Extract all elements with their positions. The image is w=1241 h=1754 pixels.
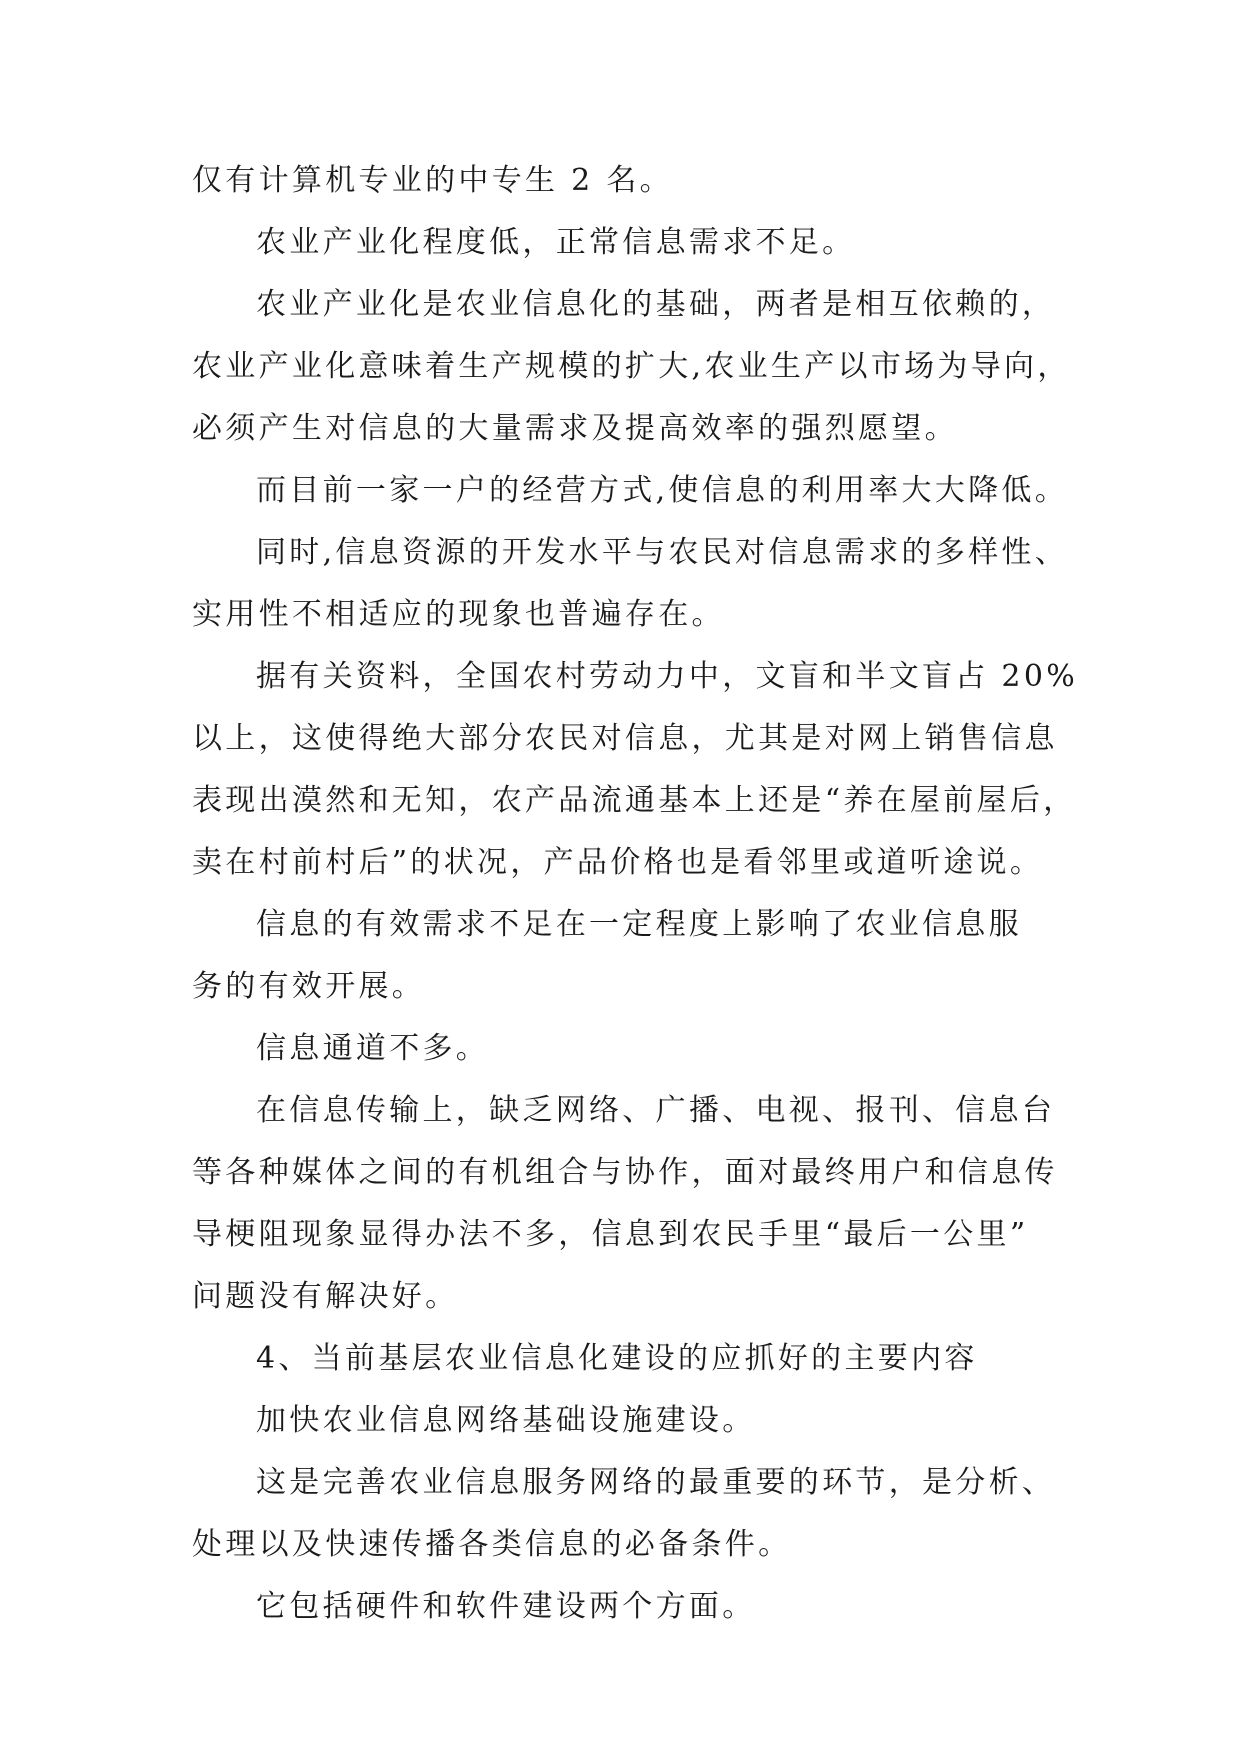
text-line: 而目前一家一户的经营方式,使信息的利用率大大降低。 [256,473,1069,508]
text-line: 等各种媒体之间的有机组合与协作，面对最终用户和信息传 [192,1155,1058,1190]
text-line: 这是完善农业信息服务网络的最重要的环节，是分析、 [256,1465,1056,1500]
text-line: 信息通道不多。 [256,1031,490,1066]
text-line: 农业产业化程度低，正常信息需求不足。 [256,225,856,260]
text-line: 处理以及快速传播各类信息的必备条件。 [192,1527,792,1562]
text-line: 农业产业化是农业信息化的基础，两者是相互依赖的， [256,287,1056,322]
text-line: 以上，这使得绝大部分农民对信息，尤其是对网上销售信息 [192,721,1058,756]
text-line: 信息的有效需求不足在一定程度上影响了农业信息服 [256,907,1022,942]
text-line: 加快农业信息网络基础设施建设。 [256,1403,756,1438]
text-line: 仅有计算机专业的中专生 2 名。 [192,163,673,198]
text-line: 卖在村前村后”的状况，产品价格也是看邻里或道听途说。 [192,845,1044,880]
document-body [192,150,1079,1638]
text-line: 它包括硬件和软件建设两个方面。 [256,1589,756,1624]
text-line: 同时,信息资源的开发水平与农民对信息需求的多样性、 [256,535,1069,570]
text-line: 必须产生对信息的大量需求及提高效率的强烈愿望。 [192,411,958,446]
text-line: 农业产业化意味着生产规模的扩大,农业生产以市场为导向， [192,349,1071,384]
text-line: 实用性不相适应的现象也普遍存在。 [192,597,725,632]
text-line: 在信息传输上，缺乏网络、广播、电视、报刊、信息台 [256,1093,1056,1128]
text-line: 务的有效开展。 [192,969,426,1004]
text-line: 导梗阻现象显得办法不多，信息到农民手里“最后一公里” [192,1217,1029,1252]
text-line: 问题没有解决好。 [192,1279,459,1314]
text-line: 4、当前基层农业信息化建设的应抓好的主要内容 [256,1341,978,1376]
text-line: 据有关资料，全国农村劳动力中，文盲和半文盲占 20% [256,659,1079,694]
text-line: 表现出漠然和无知，农产品流通基本上还是“养在屋前屋后， [192,783,1077,818]
